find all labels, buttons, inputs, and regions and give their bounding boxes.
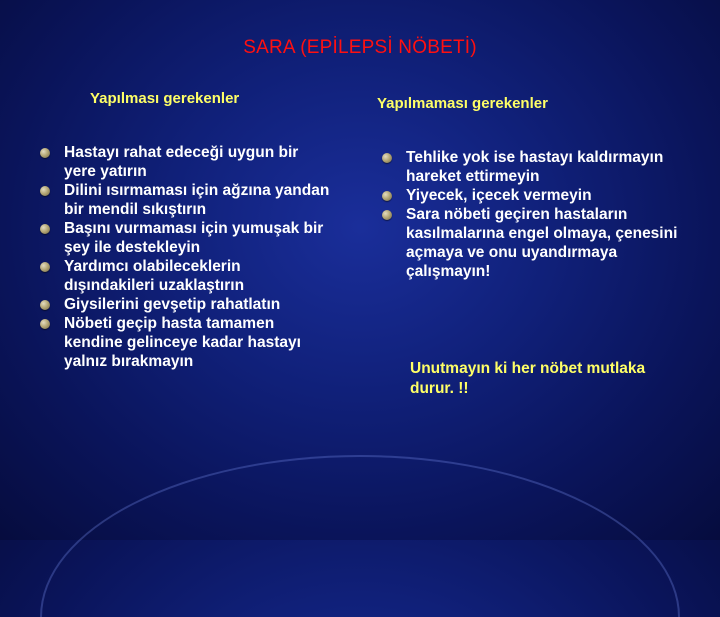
bullet-icon xyxy=(382,210,392,220)
list-item-text: Hastayı rahat edeceği uygun bir yere yatırın xyxy=(64,144,299,180)
list-item-text: Yiyecek, içecek vermeyin xyxy=(406,187,592,204)
bullet-icon xyxy=(40,300,50,310)
list-item-text: Sara nöbeti geçiren hastaların kasılmalarına engel olmaya, çenesini açmaya ve onu uyandırmaya çalışmayın! xyxy=(406,206,678,280)
list-item-text: Yardımcı olabileceklerin dışındakileri uzaklaştırın xyxy=(64,258,245,294)
slide-title: SARA (EPİLEPSİ NÖBETİ) xyxy=(243,37,477,58)
left-bullet-list xyxy=(40,143,330,371)
list-item-text: Dilini ısırmaması için ağzına yandan bir mendil sıkıştırın xyxy=(64,182,330,218)
bullet-icon xyxy=(40,224,50,234)
list-item xyxy=(382,205,682,281)
bullet-icon xyxy=(382,191,392,201)
list-item-text: Başını vurmaması için yumuşak bir şey ile destekleyin xyxy=(64,220,324,256)
list-item xyxy=(40,181,330,219)
bullet-icon xyxy=(40,148,50,158)
right-column-heading: Yapılmaması gerekenler xyxy=(377,95,548,112)
decorative-arc xyxy=(40,455,680,617)
list-item xyxy=(382,186,682,205)
list-item xyxy=(40,295,330,314)
reminder-note: Unutmayın ki her nöbet mutlaka durur. !! xyxy=(410,360,646,397)
list-item xyxy=(40,143,330,181)
bullet-icon xyxy=(382,153,392,163)
bullet-icon xyxy=(40,186,50,196)
list-item-text: Tehlike yok ise hastayı kaldırmayın hareket ettirmeyin xyxy=(406,149,664,185)
list-item-text: Nöbeti geçip hasta tamamen kendine gelinceye kadar hastayı yalnız bırakmayın xyxy=(64,315,301,370)
list-item xyxy=(40,257,330,295)
bullet-icon xyxy=(40,262,50,272)
list-item xyxy=(382,148,682,186)
bullet-icon xyxy=(40,319,50,329)
left-column-heading: Yapılması gerekenler xyxy=(90,90,240,107)
right-bullet-list xyxy=(382,148,682,281)
list-item-text: Giysilerini gevşetip rahatlatın xyxy=(64,296,281,313)
list-item xyxy=(40,219,330,257)
list-item xyxy=(40,314,330,371)
